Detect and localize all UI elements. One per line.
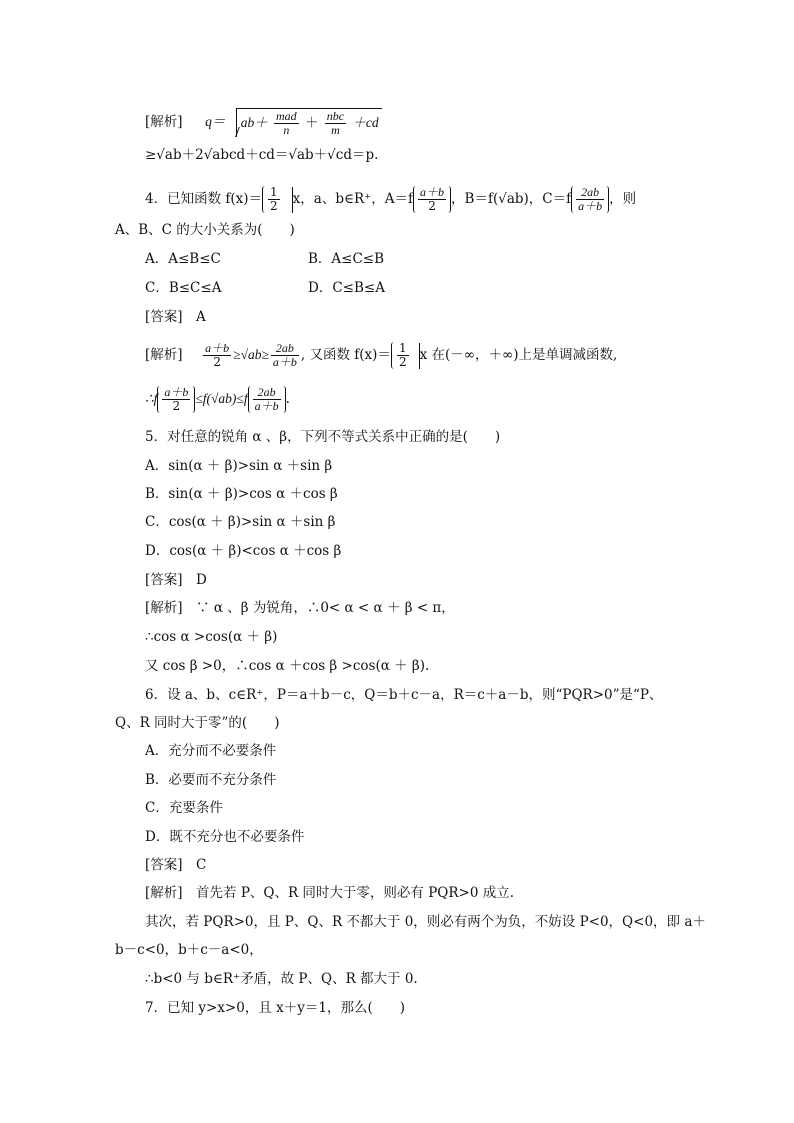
explanation-6-line-2: 其次，若 PQR>0，且 P、Q、R 不都大于 0，则必有两个为负，不妨设 P<0，Q<0，即 a＋ — [145, 914, 706, 930]
option-5C: C．cos(α ＋ β)>sin α ＋sin β — [145, 514, 336, 530]
explanation-4-line-2 — [145, 386, 290, 413]
fraction-numerator: nbc — [326, 109, 345, 123]
explanation-tag: [解析] — [145, 347, 183, 363]
fraction-denominator: 2 — [270, 199, 278, 213]
ex4-tail-1: , 又函数 f(x)＝ — [300, 347, 391, 363]
q4-text-b: x，a、b∈R⁺，A＝f — [292, 191, 414, 207]
fraction-denominator: a＋b — [578, 199, 603, 213]
fraction-numerator: 2ab — [275, 341, 294, 355]
fraction-denominator: a＋b — [254, 399, 279, 413]
term-ab: ab＋ — [240, 115, 268, 130]
fraction-denominator: 2 — [398, 355, 407, 369]
fraction-a-plus-b-over-2 — [418, 186, 446, 213]
question-6-stem: 6．设 a、b、c∈R⁺，P＝a＋b－c，Q＝b＋c－a，R＝c＋a－b，则“PQR>0”是“P、 — [145, 687, 663, 703]
fraction-half — [268, 186, 280, 213]
answer-6: [答案] C — [145, 857, 207, 873]
fraction-2ab-over-a-plus-b — [253, 386, 281, 413]
q4-text-a: 4．已知函数 f(x)＝ — [145, 191, 263, 207]
option-6D: D．既不充分也不必要条件 — [145, 829, 305, 845]
radical — [236, 108, 382, 137]
plus-sign: ＋ — [304, 115, 319, 131]
question-4-stem — [145, 186, 636, 213]
option-4D: D．C≤B≤A — [308, 280, 385, 296]
fraction-denominator: 2 — [203, 355, 231, 369]
fraction-denominator: n — [274, 123, 299, 137]
fraction-2ab-over-a-plus-b — [271, 342, 299, 369]
q4-A-paren — [413, 186, 451, 213]
fraction-denominator: a＋b — [272, 355, 297, 369]
option-6B: B．必要而不充分条件 — [145, 772, 277, 788]
fraction-numerator: mad — [275, 109, 297, 123]
fraction-denominator: m — [325, 123, 346, 137]
question-4-stem-line-2: A、B、C 的大小关系为( ) — [115, 222, 295, 238]
fraction-numerator: 2ab — [257, 385, 276, 399]
ex4-tail-2: x 在(－∞，＋∞)上是单调减函数, — [419, 347, 618, 363]
term-cd: ＋cd — [352, 115, 379, 130]
explanation-line-1 — [145, 108, 382, 137]
question-6-stem-line-2: Q、R 同时大于零”的( ) — [115, 715, 280, 731]
fraction-mad-n — [274, 110, 299, 137]
ex4b-end: . — [285, 391, 290, 407]
option-5D: D．cos(α ＋ β)<cos α ＋cos β — [145, 543, 342, 559]
ex4b-start: ∴f — [145, 391, 158, 406]
option-6C: C．充要条件 — [145, 800, 223, 816]
question-7-stem: 7．已知 y>x>0，且 x＋y＝1，那么( ) — [145, 1000, 405, 1016]
answer-5: [答案] D — [145, 572, 207, 588]
explanation-6-line-3: b－c<0，b＋c－a<0， — [115, 942, 263, 958]
fraction-numerator: a＋b — [205, 341, 230, 355]
ex4b-middle: ≤f(√ab)≤f — [195, 391, 248, 406]
formula-q: q＝ — [205, 114, 226, 129]
option-4B: B．A≤C≤B — [308, 251, 385, 267]
option-5B: B．sin(α ＋ β)>cos α ＋cos β — [145, 486, 338, 502]
question-5-stem: 5．对任意的锐角 α 、β，下列不等式关系中正确的是( ) — [145, 429, 501, 445]
option-4A: A．A≤B≤C — [145, 251, 221, 267]
fraction-numerator: 1 — [398, 341, 407, 355]
explanation-5-line-2: ∴cos α >cos(α ＋ β) — [145, 629, 278, 645]
fraction-numerator: a＋b — [164, 385, 189, 399]
option-4C: C．B≤C≤A — [145, 280, 222, 296]
explanation-6-line-4: ∴b<0 与 b∈R⁺矛盾，故 P、Q、R 都大于 0. — [145, 971, 418, 987]
fraction-denominator: 2 — [418, 199, 446, 213]
q4-C-paren — [571, 186, 609, 213]
ex4-half-paren — [391, 342, 413, 369]
explanation-6-line-1: [解析] 首先若 P、Q、R 同时大于零，则必有 PQR>0 成立. — [145, 885, 515, 901]
fraction-numerator: 1 — [270, 185, 278, 199]
fraction-denominator: 2 — [162, 399, 190, 413]
q4-half-paren — [262, 186, 284, 213]
explanation-line-2: ≥√ab＋2√abcd＋cd＝√ab＋√cd＝p. — [145, 147, 379, 163]
option-5A: A．sin(α ＋ β)>sin α ＋sin β — [145, 458, 333, 474]
explanation-tag: [解析] — [145, 114, 183, 130]
option-6A: A．充分而不必要条件 — [145, 743, 277, 759]
fraction-numerator: 2ab — [581, 185, 600, 199]
answer-4: [答案] A — [145, 309, 206, 325]
q4-text-c: ，B＝f(√ab)，C＝f — [451, 191, 572, 207]
fraction-half — [397, 342, 409, 369]
ex4b-paren-2 — [248, 386, 286, 413]
explanation-5-line-3: 又 cos β >0，∴cos α ＋cos β >cos(α ＋ β). — [145, 658, 430, 674]
ex4-middle: ≥√ab≥ — [233, 347, 269, 362]
explanation-4-line-1 — [145, 342, 617, 369]
fraction-nbc-m — [325, 110, 346, 137]
ex4b-paren-1 — [157, 386, 195, 413]
fraction-2ab-over-a-plus-b — [576, 186, 604, 213]
explanation-5-line-1: [解析] ∵ α 、β 为锐角，∴0< α < α ＋ β < π， — [145, 600, 455, 616]
q4-text-d: ，则 — [609, 191, 637, 207]
fraction-a-plus-b-over-2 — [203, 342, 231, 369]
fraction-numerator: a＋b — [420, 185, 445, 199]
fraction-a-plus-b-over-2 — [162, 386, 190, 413]
